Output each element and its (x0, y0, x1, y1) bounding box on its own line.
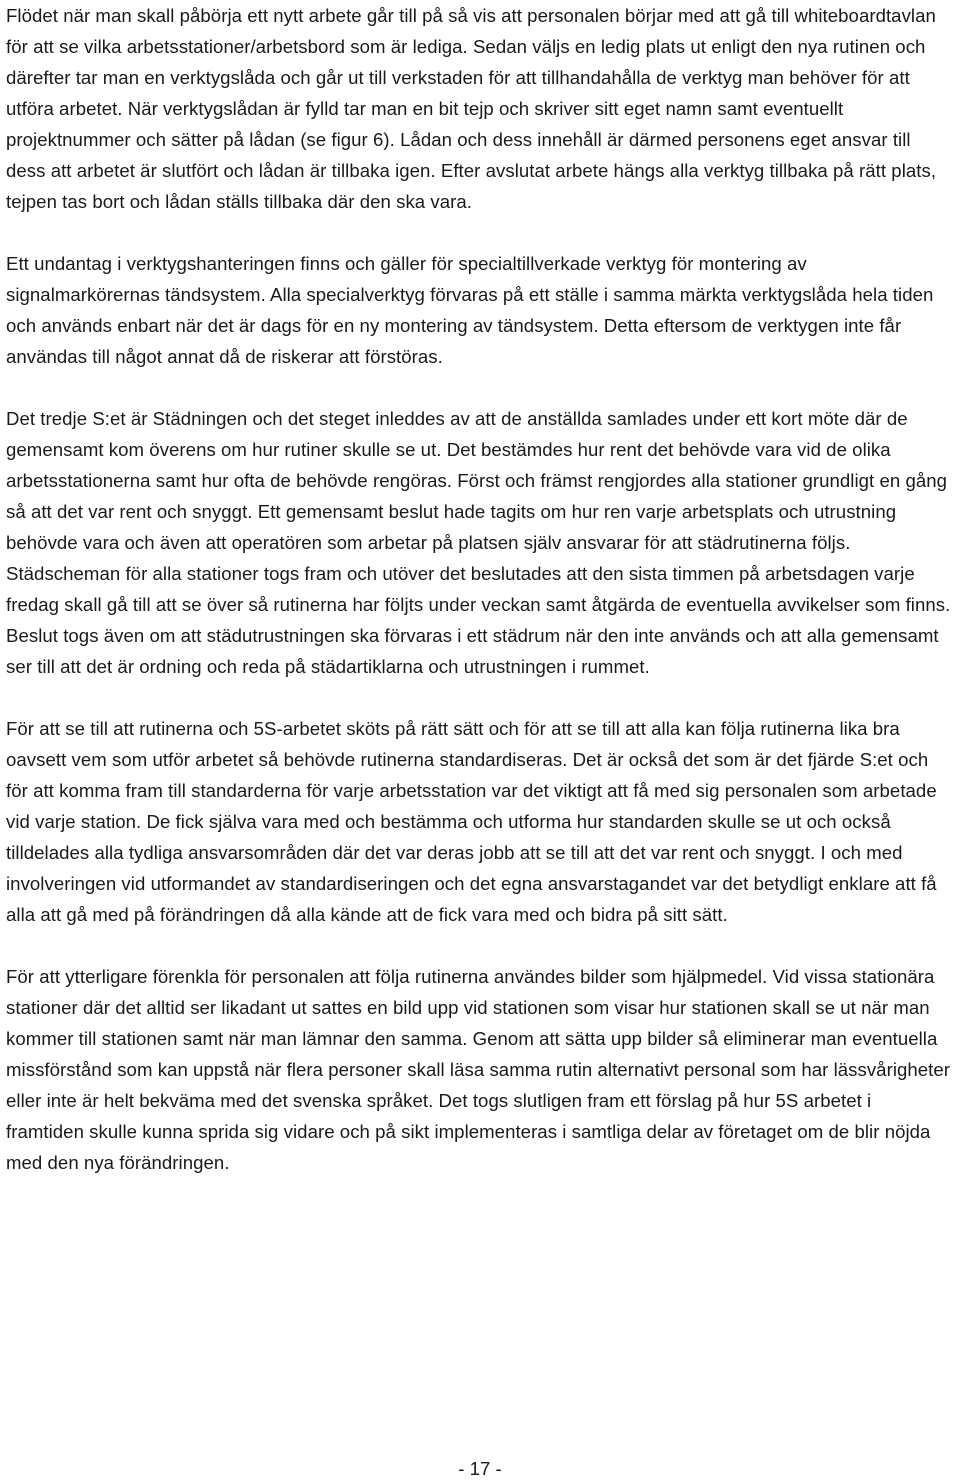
paragraph-pictures: För att ytterligare förenkla för personalen att följa rutinerna användes bilder som hjälpmedel. Vid vissa stationära stationer där det alltid ser likadant ut sattes en bild upp vid stationen som visar hur stationen skall se ut när man kommer till stationen samt när man lämnar den samma. Genom att sätta upp bilder så eliminerar man eventuella missförstånd som kan uppstå när flera personer skall läsa samma rutin alternativt personal som har lässvårigheter eller inte är helt bekväma med det svenska språket. Det togs slutligen fram ett förslag på hur 5S arbetet i framtiden skulle kunna sprida sig vidare och på sikt implementeras i samtliga delar av företaget om de blir nöjda med den nya förändringen. (6, 966, 951, 1173)
paragraph-cleaning: Det tredje S:et är Städningen och det steget inleddes av att de anställda samlades under ett kort möte där de gemensamt kom överens om hur rutiner skulle se ut. Det bestämdes hur rent det behövde vara vid de olika arbetsstationerna samt hur ofta de behövde rengöras. Först och främst rengjordes alla stationer grundligt en gång så att det var rent och snyggt. Ett gemensamt beslut hade tagits om hur ren varje arbetsplats och utrustning behövde vara och även att operatören som arbetar på platsen själv ansvarar för att städrutinerna följs. Städscheman för alla stationer togs fram och utöver det beslutades att den sista timmen på arbetsdagen varje fredag skall gå till att se över så rutinerna har följts under veckan samt åtgärda de eventuella avvikelser som finns. Beslut togs även om att städutrustningen ska förvaras i ett städrum när den inte används och att alla gemensamt ser till att det är ordning och reda på städartiklarna och utrustningen i rummet. (6, 408, 951, 677)
paragraph-tool-exception: Ett undantag i verktygshanteringen finns och gäller för specialtillverkade verktyg för montering av signalmarkörernas tändsystem. Alla specialverktyg förvaras på ett ställe i samma märkta verktygslåda hela tiden och används enbart när det är dags för en ny montering av tändsystem. Detta eftersom de verktygen inte får användas till något annat då de riskerar att förstöras. (6, 253, 934, 367)
body-text (6, 0, 954, 1209)
paragraph-standardization: För att se till att rutinerna och 5S-arbetet sköts på rätt sätt och för att se till att alla kan följa rutinerna lika bra oavsett vem som utför arbetet så behövde rutinerna standardiseras. Det är också det som är det fjärde S:et och för att komma fram till standarderna för varje arbetsstation var det viktigt att få med sig personalen som arbetade vid varje station. De fick själva vara med och bestämma och utforma hur standarden skulle se ut och också tilldelades alla tydliga ansvarsområden där det var deras jobb att se till att det var rent och snyggt. I och med involveringen vid utformandet av standardiseringen och det egna ansvarstagandet var det betydligt enklare att få alla att gå med på förändringen då alla kände att de fick vara med och bidra på sitt sätt. (6, 718, 937, 925)
paragraph-tool-workflow: Flödet när man skall påbörja ett nytt arbete går till på så vis att personalen börjar med att gå till whiteboardtavlan för att se vilka arbetsstationer/arbetsbord som är lediga. Sedan väljs en ledig plats ut enligt den nya rutinen och därefter tar man en verktygslåda och går ut till verkstaden för att tillhandahålla de verktyg man behöver för att utföra arbetet. När verktygslådan är fylld tar man en bit tejp och skriver sitt eget namn samt eventuellt projektnummer och sätter på lådan (se figur 6). Lådan och dess innehåll är därmed personens eget ansvar till dess att arbetet är slutfört och lådan är tillbaka igen. Efter avslutat arbete hängs alla verktyg tillbaka på rätt plats, tejpen tas bort och lådan ställs tillbaka där den ska vara. (6, 5, 937, 212)
page-number: - 17 - (458, 1458, 502, 1479)
